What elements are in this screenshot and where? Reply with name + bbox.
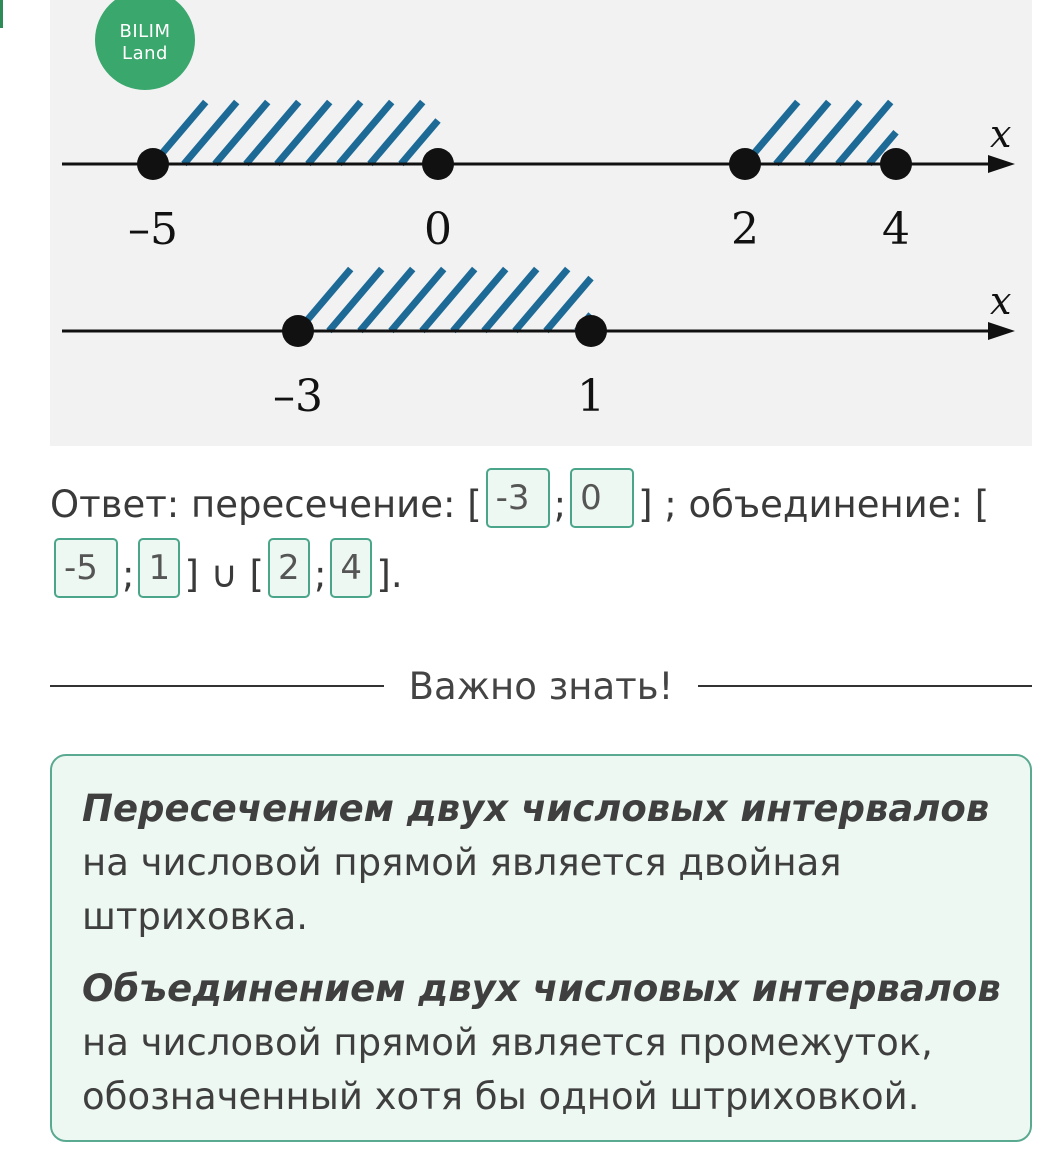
hatch-stroke	[277, 102, 330, 164]
hatch-stroke	[329, 269, 382, 331]
hatch-stroke	[453, 269, 506, 331]
note-paragraph-2	[82, 962, 1002, 1124]
note-paragraph-1	[82, 782, 1002, 944]
closed-point	[422, 148, 454, 180]
intersection-end-input[interactable]: 0	[570, 468, 634, 528]
closed-point	[282, 315, 314, 347]
divider-line-right	[698, 685, 1032, 687]
axis-arrow	[988, 322, 1015, 340]
number-lines-figure	[50, 0, 1032, 446]
number-lines-svg	[50, 0, 1032, 446]
answer-sep: ;	[553, 483, 567, 526]
hatch-stroke	[422, 269, 475, 331]
point-label: –5	[128, 204, 178, 255]
info-box	[50, 754, 1032, 1142]
hatch-stroke	[515, 269, 568, 331]
point-label: –3	[273, 371, 323, 422]
hatch-stroke	[484, 269, 537, 331]
answer-sep: ;	[313, 553, 327, 596]
point-label: 4	[882, 204, 910, 255]
union1-end-input[interactable]: 1	[138, 538, 180, 598]
axis-arrow	[988, 155, 1015, 173]
logo-line-1: BILIM	[119, 21, 171, 42]
union-symbol: ] ∪ [	[184, 553, 264, 596]
hatch-stroke	[838, 102, 891, 164]
hatch-stroke	[339, 102, 392, 164]
closed-point	[575, 315, 607, 347]
important-divider	[50, 660, 1032, 716]
point-label: 2	[731, 204, 759, 255]
closed-point	[880, 148, 912, 180]
answer-block	[50, 470, 1030, 610]
note-text-2: на числовой прямой является промежуток, обозначенный хотя бы одной штриховкой.	[82, 1021, 933, 1118]
answer-row-2	[50, 540, 1030, 610]
closed-point	[729, 148, 761, 180]
hatch-stroke	[184, 102, 237, 164]
point-label: 0	[424, 204, 452, 255]
answer-middle: ] ; объединение: [	[638, 483, 990, 526]
note-text-1: на числовой прямой является двойная штриховка.	[82, 841, 842, 938]
point-label: 1	[577, 371, 605, 422]
axis-label: x	[990, 112, 1012, 156]
hatch-stroke	[308, 102, 361, 164]
answer-suffix: ].	[376, 553, 403, 596]
union1-start-input[interactable]: -5	[54, 538, 118, 598]
union2-start-input[interactable]: 2	[268, 538, 310, 598]
hatch-stroke	[807, 102, 860, 164]
hatch-stroke	[360, 269, 413, 331]
note-term-union: Объединением двух числовых интервалов	[82, 967, 1001, 1010]
hatch-stroke	[391, 269, 444, 331]
hatch-stroke	[370, 102, 423, 164]
answer-row-1	[50, 470, 1030, 540]
logo-line-2: Land	[122, 43, 168, 64]
hatch-stroke	[776, 102, 829, 164]
edge-marker	[0, 0, 3, 28]
answer-prefix: Ответ: пересечение: [	[50, 483, 482, 526]
answer-sep: ;	[122, 553, 135, 596]
union2-end-input[interactable]: 4	[330, 538, 372, 598]
intersection-start-input[interactable]: -3	[486, 468, 550, 528]
important-title: Важно знать!	[408, 665, 674, 708]
hatch-stroke	[246, 102, 299, 164]
hatch-stroke	[215, 102, 268, 164]
axis-label: x	[990, 279, 1012, 323]
note-term-intersection: Пересечением двух числовых интервалов	[82, 787, 990, 830]
closed-point	[137, 148, 169, 180]
